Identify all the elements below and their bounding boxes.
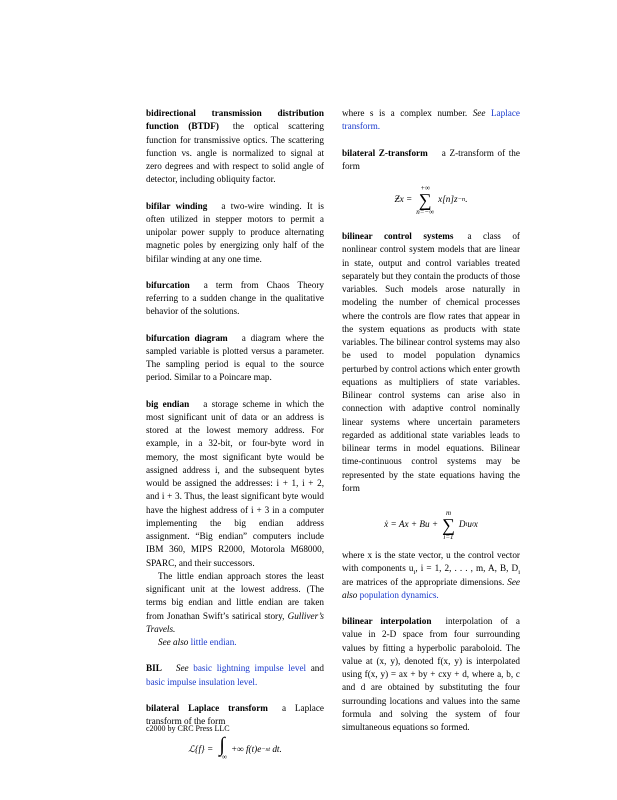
term-bilinear-interpolation: bilinear interpolation <box>342 616 432 626</box>
and-text: and <box>310 663 324 674</box>
definition-bifurcation: a term from Chaos Theory referring to a sudden change in the qualitative behavior of the solutions. <box>146 279 324 317</box>
entry-bilinear-interpolation <box>342 615 520 734</box>
entry-bilateral-z <box>342 147 520 217</box>
term-bifurcation: bifurcation <box>146 279 190 290</box>
big-endian-para2 <box>146 570 324 636</box>
bilinear-after-sub: i <box>413 569 416 577</box>
definition-bilateral-laplace: a Laplace transform of the form <box>146 702 324 726</box>
little-endian-link[interactable]: little endian. <box>190 637 237 647</box>
summation-sign: m ∑ i=1 <box>442 509 455 541</box>
term-bilateral-laplace: bilateral Laplace transform <box>146 702 268 713</box>
gullivers-travels-title: Gulliver’s Travels. <box>146 610 324 634</box>
entry-bifilar-winding <box>146 200 324 266</box>
term-big-endian: big endian <box>146 398 190 409</box>
population-dynamics-link[interactable]: population dynamics. <box>359 589 439 600</box>
entry-bil <box>146 662 324 689</box>
entry-laplace-continuation <box>342 107 520 134</box>
z-eq-body: x[n]z <box>438 194 458 205</box>
see-label: See <box>472 108 486 118</box>
integral-sign: ∫ −∞ <box>217 734 227 761</box>
see-also-label: See also <box>158 637 189 647</box>
laplace-equation: ℒ{f} = ∫ −∞ +∞ f(t)e −st dt. <box>188 734 282 761</box>
bilinear-eq-d: D <box>458 519 466 530</box>
basic-lightning-impulse-level-link[interactable]: basic lightning impulse level <box>193 663 307 674</box>
definition-bifilar-winding: a two-wire winding. It is often utilized in stepper motors to permit a unipolar power supply to produce alternating magnetic poles by energizing only half of the bifilar winding at any one time. <box>146 200 324 264</box>
entry-bifurcation-diagram <box>146 332 324 385</box>
bilinear-after-text: where x is the state vector, u the control vector with components u <box>342 550 520 574</box>
big-endian-para1 <box>146 398 324 570</box>
definition-btdf: the optical scattering function for transmissive optics. The scattering function vs. angle is normalized to signal at zero degrees and with respect to solid angle of detector, including obliquity factor. <box>146 121 324 185</box>
bilinear-after-sub-2: i <box>518 569 521 577</box>
sum-lower-limit: i=1 <box>443 533 454 541</box>
entry-btdf <box>146 107 324 187</box>
bilinear-eq-u: u <box>467 519 472 530</box>
definition-bifurcation-diagram: a diagram where the sampled variable is plotted versus a parameter. The sampling period is equal to the source period. Similar to a Poincare map. <box>146 332 324 383</box>
term-btdf: bidirectional transmission distribution function (BTDF) <box>146 108 324 132</box>
definition-bilateral-z: a Z-transform of the form <box>342 147 520 171</box>
entry-big-endian <box>146 398 324 650</box>
summation-sign: +∞ ∑ n=−∞ <box>416 184 435 216</box>
see-label: See <box>175 663 189 674</box>
integral-lower-limit: −∞ <box>217 752 227 761</box>
left-column <box>146 107 324 775</box>
sum-lower-limit: n=−∞ <box>416 208 435 216</box>
definition-bilinear-control: a class of nonlinear control system models that are linear in state, output and control variables treated separately but they contain the products of those variables. Such models arose naturally in modeling the number of chemical processes where the controls are flow rates that appear in the system equations as products with state variables. The bilinear control systems may also be used to model population dynamics perturbed by control actions which enter growth equations as multipliers of state variables. Bilinear control systems can arise also in connection with adaptive control nominally linear systems where uncertain parameters regarded as additional state variables leads to bilinear terms in model equations. Bilinear time-continuous control systems may be represented by the state equations having the form <box>342 231 520 493</box>
sum-upper-limit: m <box>445 509 452 517</box>
laplace-eq-rhs: +∞ f(t)e <box>230 744 262 755</box>
copyright-footer: c2000 by CRC Press LLC <box>146 724 230 733</box>
entry-bilinear-control <box>342 230 520 602</box>
term-bil: BIL <box>146 663 162 674</box>
bilinear-after-text-2: , i = 1, 2, . . . , m, A, B, D <box>415 563 519 574</box>
term-bifilar-winding: bifilar winding <box>146 200 208 211</box>
see-also-label: See also <box>342 576 521 600</box>
bilinear-control-explanation <box>342 549 520 602</box>
entry-bifurcation <box>146 279 324 319</box>
bilinear-state-equation: ẋ = Ax + Bu + m ∑ i=1 D i u i x <box>384 509 478 541</box>
sum-upper-limit: +∞ <box>420 184 431 192</box>
term-bilinear-control: bilinear control systems <box>342 231 454 241</box>
z-eq-tail: . <box>465 194 468 205</box>
right-column <box>342 107 520 747</box>
big-endian-see-also <box>146 636 324 649</box>
basic-impulse-insulation-level-link[interactable]: basic impulse insulation level. <box>146 676 258 687</box>
definition-big-endian: a storage scheme in which the most significant unit of data or an address is stored at the lowest memory address. For example, in a 32-bit, or four-byte word in memory, the most significant byte would be assigned address i, and the subsequent bytes would be assigned the addresses: i + 1, i + 2, and i + 3. Thus, the least significant byte would have the highest address of i + 3 in a computer implementing the big endian address assignment. “Big endian” computers include IBM 360, MIPS R2000, Motorola M68000, SPARC, and their successors. <box>146 398 325 568</box>
term-bilateral-z: bilateral Z-transform <box>342 147 428 158</box>
z-transform-equation: Ƶx = +∞ ∑ n=−∞ x[n]z −n . <box>394 184 468 216</box>
bilinear-after-text-3: are matrices of the appropriate dimensions. <box>342 576 505 587</box>
big-endian-para2-text: The little endian approach stores the least significant unit at the lowest address. (The terms big endian and little endian are taken from Jonathan Swift’s satirical story, <box>146 570 324 621</box>
laplace-eq-lhs: ℒ{f} = <box>188 744 214 755</box>
bilinear-eq-lhs: ẋ = Ax + Bu + <box>384 519 439 530</box>
bilinear-eq-x: x <box>473 519 478 530</box>
term-bifurcation-diagram: bifurcation diagram <box>146 332 228 343</box>
laplace-continuation-text: where s is a complex number. <box>342 108 468 118</box>
laplace-eq-tail: dt. <box>272 744 282 755</box>
definition-bilinear-interpolation: interpolation of a value in 2-D space from four surrounding values by fitting a hyperbolic paraboloid. The value at (x, y), denoted f(x, y) is interpolated using f(x, y) = ax + by + cxy + d, where a, b, c and d are obtained by substituting the four surrounding locations and values into the same formula and solving the system of four simultaneous equations so formed. <box>342 616 520 732</box>
z-eq-lhs: Ƶx = <box>394 194 413 205</box>
laplace-transform-link[interactable]: Laplace transform. <box>342 108 521 132</box>
